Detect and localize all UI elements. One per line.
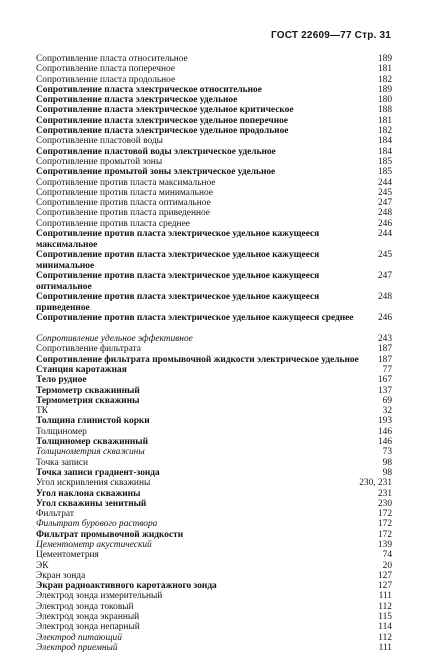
index-entry: [36, 54, 392, 64]
entry-term: Сопротивление против пласта максимальное: [36, 177, 216, 188]
index-entry: [36, 550, 392, 560]
index-entry: [36, 509, 392, 519]
entry-page-number: 111: [378, 642, 392, 653]
entry-page-number: 32: [382, 406, 392, 417]
index-entry: [36, 437, 392, 447]
index-entry: [36, 344, 392, 354]
index-entry: [36, 447, 392, 457]
index-entry: [36, 229, 392, 250]
index-entry: [36, 375, 392, 385]
index-entries: [36, 54, 392, 653]
index-entry: [36, 540, 392, 550]
entry-page-number: 185: [377, 167, 392, 178]
index-entry: [36, 571, 392, 581]
entry-page-number: 230: [377, 498, 392, 509]
entry-term: Сопротивление пласта электрическое удельное критическое: [36, 105, 294, 116]
entry-page-number: 167: [377, 375, 392, 386]
entry-term: Станция каротажная: [36, 364, 127, 375]
index-entry: [36, 581, 392, 591]
entry-term: Сопротивление против пласта оптимальное: [36, 198, 211, 209]
entry-term: Сопротивление против пласта электрическое удельное кажущееся среднее: [36, 313, 354, 324]
index-entry: [36, 622, 392, 632]
entry-page-number: 246: [377, 313, 392, 324]
entry-page-number: 73: [382, 447, 392, 458]
entry-term: Электрод приемный: [36, 642, 118, 653]
index-entry: [36, 458, 392, 468]
index-entry: [36, 561, 392, 571]
entry-term: Сопротивление против пласта минимальное: [36, 187, 213, 198]
entry-page-number: 184: [377, 136, 392, 147]
entry-term: Электрод зонда измерительный: [36, 591, 163, 602]
entry-page-number: 185: [377, 156, 392, 167]
entry-page-number: 187: [377, 344, 392, 355]
entry-term: Толщиномер: [36, 426, 87, 437]
entry-page-number: 98: [382, 457, 392, 468]
index-entry: [36, 292, 392, 313]
index-entry: [36, 591, 392, 601]
index-entry: [36, 271, 392, 292]
entry-term: Сопротивление пластовой воды: [36, 136, 163, 147]
entry-page-number: 189: [377, 84, 392, 95]
index-entry: [36, 208, 392, 218]
index-entry: [36, 386, 392, 396]
entry-term: Сопротивление пласта электрическое относительное: [36, 84, 262, 95]
entry-term: Угол наклона скважины: [36, 488, 141, 499]
entry-page-number: 247: [377, 271, 392, 282]
index-entry: [36, 105, 392, 115]
entry-term: Сопротивление пласта электрическое удельное продольное: [36, 126, 289, 137]
entry-page-number: 112: [378, 601, 392, 612]
entry-term: Сопротивление пласта поперечное: [36, 64, 175, 75]
index-entry: [36, 489, 392, 499]
entry-term: Экран зонда: [36, 570, 86, 581]
entry-term: Электрод питающий: [36, 632, 122, 643]
entry-page-number: 182: [377, 74, 392, 85]
index-entry: [36, 178, 392, 188]
entry-page-number: 127: [377, 581, 392, 592]
index-entry: [36, 116, 392, 126]
entry-page-number: 20: [382, 560, 392, 571]
entry-term: Фильтрат бурового раствора: [36, 519, 158, 530]
index-entry: [36, 126, 392, 136]
entry-term: Сопротивление против пласта среднее: [36, 218, 190, 229]
entry-page-number: 172: [377, 529, 392, 540]
index-entry: [36, 136, 392, 146]
index-entry: [36, 416, 392, 426]
entry-page-number: 189: [377, 54, 392, 64]
entry-page-number: 114: [378, 622, 392, 633]
entry-page-number: 139: [377, 539, 392, 550]
index-entry: [36, 612, 392, 622]
index-entry: [36, 530, 392, 540]
entry-term: Термометр скважинный: [36, 385, 140, 396]
entry-term: Экран радиоактивного каротажного зонда: [36, 581, 217, 592]
entry-term: Сопротивление против пласта электрическое удельное кажущееся минимальное: [36, 250, 320, 271]
entry-page-number: 137: [377, 385, 392, 396]
entry-page-number: 244: [377, 229, 392, 240]
entry-term: Электрод зонда непарный: [36, 622, 140, 633]
entry-term: Толщинометрия скважины: [36, 447, 145, 458]
entry-term: Сопротивление пласта продольное: [36, 74, 176, 85]
entry-page-number: 231: [377, 488, 392, 499]
entry-term: Сопротивление удельное эффективное: [36, 334, 193, 345]
entry-term: Сопротивление против пласта электрическое удельное кажущееся оптимальное: [36, 271, 320, 292]
index-entry: [36, 334, 392, 344]
entry-page-number: 112: [378, 632, 392, 643]
entry-term: Фильтрат: [36, 509, 74, 520]
entry-page-number: 244: [377, 177, 392, 188]
entry-term: Сопротивление пластовой воды электрическое удельное: [36, 146, 276, 157]
index-entry: [36, 250, 392, 271]
entry-page-number: 245: [377, 250, 392, 261]
index-entry: [36, 427, 392, 437]
entry-page-number: 247: [377, 198, 392, 209]
entry-term: Сопротивление пласта относительное: [36, 54, 188, 64]
entry-term: Сопротивление против пласта приведенное: [36, 208, 210, 219]
index-entry: [36, 313, 392, 334]
entry-page-number: 74: [382, 550, 392, 561]
entry-term: ЭК: [36, 560, 49, 571]
index-entry: [36, 147, 392, 157]
index-entry: [36, 478, 392, 488]
entry-term: Толщина глинистой корки: [36, 416, 150, 427]
index-entry: [36, 643, 392, 653]
index-entry: [36, 602, 392, 612]
entry-term: Тело рудное: [36, 375, 87, 386]
entry-term: Сопротивление пласта электрическое удельное поперечное: [36, 115, 288, 126]
entry-page-number: 182: [377, 126, 392, 137]
index-entry: [36, 157, 392, 167]
entry-term: Угол искривления скважины: [36, 478, 151, 489]
entry-page-number: 77: [382, 364, 392, 375]
entry-term: Угол скважины зенитный: [36, 498, 147, 509]
entry-page-number: 230, 231: [359, 478, 392, 489]
index-entry: [36, 355, 392, 365]
entry-term: Сопротивление фильтрата: [36, 344, 141, 355]
entry-page-number: 69: [382, 395, 392, 406]
entry-page-number: 146: [377, 437, 392, 448]
page-header: ГОСТ 22609—77 Стр. 31: [271, 30, 391, 41]
entry-term: Точка записи: [36, 457, 89, 468]
index-entry: [36, 468, 392, 478]
entry-term: Цементометрия: [36, 550, 99, 561]
entry-page-number: 115: [378, 612, 392, 623]
entry-term: Электрод зонда экранный: [36, 612, 140, 623]
index-entry: [36, 396, 392, 406]
entry-page-number: 172: [377, 509, 392, 520]
index-entry: [36, 365, 392, 375]
entry-term: Цементометр акустический: [36, 539, 152, 550]
index-entry: [36, 633, 392, 643]
entry-page-number: 193: [377, 416, 392, 427]
entry-term: Сопротивление фильтрата промывочной жидкости электрическое удельное: [36, 354, 359, 365]
entry-page-number: 188: [377, 105, 392, 116]
entry-page-number: 127: [377, 570, 392, 581]
index-entry: [36, 64, 392, 74]
entry-term: Фильтрат промывочной жидкости: [36, 529, 184, 540]
index-entry: [36, 499, 392, 509]
entry-page-number: 245: [377, 187, 392, 198]
entry-term: Точка записи градиент-зонда: [36, 467, 160, 478]
entry-term: Сопротивление промытой зоны электрическое удельное: [36, 167, 276, 178]
entry-page-number: 184: [377, 146, 392, 157]
entry-term: Электрод зонда токовый: [36, 601, 134, 612]
index-entry: [36, 198, 392, 208]
index-entry: [36, 519, 392, 529]
entry-term: Сопротивление промытой зоны: [36, 156, 163, 167]
entry-term: Толщиномер скважинный: [36, 437, 149, 448]
entry-page-number: 181: [377, 115, 392, 126]
entry-page-number: 248: [377, 208, 392, 219]
entry-page-number: 172: [377, 519, 392, 530]
index-entry: [36, 85, 392, 95]
entry-page-number: 243: [377, 334, 392, 345]
entry-page-number: 111: [378, 591, 392, 602]
index-entry: [36, 219, 392, 229]
entry-page-number: 187: [377, 354, 392, 365]
index-entry: [36, 167, 392, 177]
entry-page-number: 180: [377, 95, 392, 106]
entry-page-number: 181: [377, 64, 392, 75]
entry-page-number: 98: [382, 467, 392, 478]
entry-term: Сопротивление против пласта электрическое удельное кажущееся максимальное: [36, 229, 320, 250]
entry-term: Термометрия скважины: [36, 395, 140, 406]
index-entry: [36, 188, 392, 198]
entry-page-number: 248: [377, 292, 392, 303]
index-entry: [36, 75, 392, 85]
index-entry: [36, 95, 392, 105]
index-entry: [36, 406, 392, 416]
entry-term: ТК: [36, 406, 48, 417]
entry-term: Сопротивление пласта электрическое удельное: [36, 95, 238, 106]
entry-page-number: 246: [377, 218, 392, 229]
entry-term: Сопротивление против пласта электрическое удельное кажущееся приведенное: [36, 292, 320, 313]
entry-page-number: 146: [377, 426, 392, 437]
